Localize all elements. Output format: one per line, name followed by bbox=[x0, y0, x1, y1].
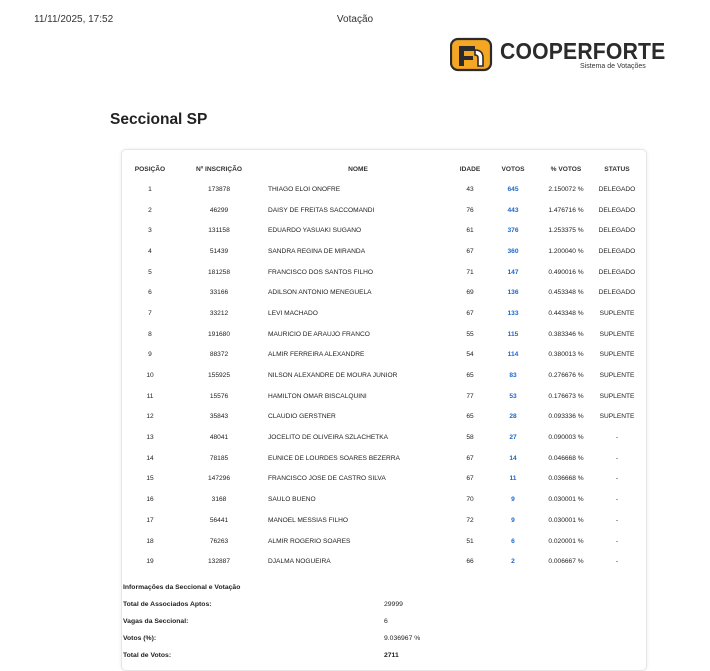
cell-nome: LEVI MACHADO bbox=[268, 309, 318, 317]
cell-votos: 6 bbox=[511, 537, 515, 545]
cell-nome: HAMILTON OMAR BISCALQUINI bbox=[268, 392, 367, 400]
cell-pct-votos: 0.036668 % bbox=[548, 475, 584, 483]
cell-status: - bbox=[615, 516, 619, 524]
cell-posicao: 15 bbox=[146, 475, 154, 483]
cell-votos: 9 bbox=[511, 496, 515, 504]
cell-idade: 67 bbox=[466, 454, 474, 462]
cell-inscricao: 46299 bbox=[209, 206, 229, 214]
cell-posicao: 10 bbox=[146, 372, 154, 380]
cell-pct-votos: 0.176673 % bbox=[548, 392, 584, 400]
info-label: Total de Associados Aptos: bbox=[123, 601, 212, 608]
table-row bbox=[126, 365, 640, 386]
table-row bbox=[126, 386, 640, 407]
header-idade: IDADE bbox=[459, 165, 481, 173]
cell-status: DELEGADO bbox=[598, 227, 636, 235]
info-row-associados bbox=[123, 601, 643, 613]
table-row bbox=[126, 407, 640, 428]
results-table bbox=[126, 159, 640, 572]
cell-votos: 28 bbox=[509, 413, 517, 421]
table-row bbox=[126, 345, 640, 366]
brand-tagline: Sistema de Votações bbox=[580, 63, 646, 70]
cell-idade: 77 bbox=[466, 392, 474, 400]
cell-idade: 67 bbox=[466, 247, 474, 255]
cell-status: - bbox=[615, 434, 619, 442]
cell-votos: 376 bbox=[507, 227, 519, 235]
header-votos: VOTOS bbox=[501, 165, 525, 173]
cell-idade: 58 bbox=[466, 434, 474, 442]
cell-nome: NILSON ALEXANDRE DE MOURA JUNIOR bbox=[268, 372, 398, 380]
results-body bbox=[126, 179, 640, 572]
cell-pct-votos: 0.276676 % bbox=[548, 372, 584, 380]
cell-pct-votos: 0.030001 % bbox=[548, 496, 584, 504]
cell-status: - bbox=[615, 475, 619, 483]
cell-posicao: 18 bbox=[146, 537, 154, 545]
cell-idade: 65 bbox=[466, 413, 474, 421]
cell-inscricao: 181258 bbox=[207, 268, 230, 276]
cell-idade: 76 bbox=[466, 206, 474, 214]
table-row bbox=[126, 489, 640, 510]
cell-posicao: 12 bbox=[146, 413, 154, 421]
cell-status: DELEGADO bbox=[598, 268, 636, 276]
cell-inscricao: 33166 bbox=[209, 289, 229, 297]
cell-inscricao: 155925 bbox=[207, 372, 230, 380]
cell-pct-votos: 0.443348 % bbox=[548, 309, 584, 317]
cooperforte-logo-icon bbox=[450, 36, 496, 72]
cell-inscricao: 147296 bbox=[207, 475, 230, 483]
info-value: 29999 bbox=[384, 601, 403, 608]
table-row bbox=[126, 510, 640, 531]
cell-pct-votos: 0.453348 % bbox=[548, 289, 584, 297]
table-row bbox=[126, 179, 640, 200]
cell-idade: 66 bbox=[466, 558, 474, 566]
header-posicao: POSIÇÃO bbox=[134, 165, 166, 173]
cell-posicao: 2 bbox=[148, 206, 152, 214]
cell-idade: 54 bbox=[466, 351, 474, 359]
info-label: Total de Votos: bbox=[123, 652, 172, 659]
cell-votos: 14 bbox=[509, 454, 517, 462]
cell-status: SUPLENTE bbox=[599, 309, 635, 317]
table-row bbox=[126, 469, 640, 490]
page-title: Seccional SP bbox=[110, 111, 208, 128]
cell-status: SUPLENTE bbox=[599, 330, 635, 338]
table-row bbox=[126, 551, 640, 572]
cell-status: SUPLENTE bbox=[599, 372, 635, 380]
header-status: STATUS bbox=[604, 165, 630, 173]
cell-inscricao: 3168 bbox=[211, 496, 227, 504]
cell-votos: 115 bbox=[507, 330, 519, 338]
cell-pct-votos: 0.046668 % bbox=[548, 454, 584, 462]
cell-idade: 71 bbox=[466, 268, 474, 276]
cell-inscricao: 51439 bbox=[209, 247, 229, 255]
cell-status: - bbox=[615, 558, 619, 566]
cell-pct-votos: 0.490016 % bbox=[548, 268, 584, 276]
info-row-total-votos bbox=[123, 652, 643, 664]
cell-idade: 51 bbox=[466, 537, 474, 545]
cell-posicao: 9 bbox=[148, 351, 152, 359]
cell-nome: FRANCISCO DOS SANTOS FILHO bbox=[268, 268, 374, 276]
cell-inscricao: 131158 bbox=[208, 227, 230, 235]
info-label: Votos (%): bbox=[123, 635, 157, 642]
cell-idade: 70 bbox=[466, 496, 474, 504]
cell-inscricao: 76263 bbox=[209, 537, 229, 545]
cell-inscricao: 173878 bbox=[207, 185, 230, 193]
cell-status: DELEGADO bbox=[598, 185, 636, 193]
cell-pct-votos: 0.006667 % bbox=[548, 558, 584, 566]
cell-nome: ADILSON ANTONIO MENEGUELA bbox=[268, 289, 372, 297]
cell-pct-votos: 0.020001 % bbox=[548, 537, 584, 545]
cell-idade: 43 bbox=[466, 185, 474, 193]
cell-votos: 360 bbox=[507, 247, 519, 255]
cell-status: DELEGADO bbox=[598, 206, 636, 214]
cell-inscricao: 33212 bbox=[209, 309, 229, 317]
cell-idade: 55 bbox=[466, 330, 474, 338]
cell-posicao: 14 bbox=[146, 454, 154, 462]
brand-name: COOPERFORTE bbox=[500, 38, 666, 64]
cell-nome: DJALMA NOGUEIRA bbox=[268, 558, 331, 566]
cell-votos: 27 bbox=[509, 434, 517, 442]
table-row bbox=[126, 220, 640, 241]
print-title: Votação bbox=[336, 14, 374, 25]
cell-votos: 133 bbox=[507, 309, 519, 317]
cell-inscricao: 56441 bbox=[209, 516, 229, 524]
cell-status: DELEGADO bbox=[598, 247, 636, 255]
cell-idade: 69 bbox=[466, 289, 474, 297]
cell-posicao: 4 bbox=[148, 247, 152, 255]
info-row-vagas bbox=[123, 618, 643, 630]
cell-nome: JOCELITO DE OLIVEIRA SZLACHETKA bbox=[268, 434, 389, 442]
cell-status: SUPLENTE bbox=[599, 392, 635, 400]
info-value: 2711 bbox=[384, 652, 399, 659]
cell-status: - bbox=[615, 537, 619, 545]
cell-inscricao: 132887 bbox=[207, 558, 230, 566]
header-nome: NOME bbox=[348, 165, 368, 173]
cell-posicao: 17 bbox=[146, 516, 154, 524]
cell-inscricao: 48041 bbox=[209, 434, 229, 442]
cell-nome: ALMIR ROGERIO SOARES bbox=[268, 537, 351, 545]
cell-nome: FRANCISCO JOSE DE CASTRO SILVA bbox=[268, 475, 386, 483]
cell-pct-votos: 0.383346 % bbox=[548, 330, 584, 338]
cell-nome: THIAGO ELOI ONOFRE bbox=[268, 185, 341, 193]
cell-nome: SAULO BUENO bbox=[268, 496, 316, 504]
cell-inscricao: 88372 bbox=[209, 351, 229, 359]
table-row bbox=[126, 200, 640, 221]
table-row bbox=[126, 448, 640, 469]
cell-votos: 114 bbox=[507, 351, 519, 359]
cell-nome: SANDRA REGINA DE MIRANDA bbox=[268, 247, 366, 255]
cell-votos: 2 bbox=[511, 558, 515, 566]
info-value: 6 bbox=[384, 618, 388, 625]
cell-posicao: 13 bbox=[146, 434, 154, 442]
cell-inscricao: 78185 bbox=[209, 454, 229, 462]
cell-pct-votos: 0.090003 % bbox=[548, 434, 584, 442]
cell-posicao: 8 bbox=[148, 330, 152, 338]
header-pct-votos: % VOTOS bbox=[550, 165, 582, 173]
cell-idade: 65 bbox=[466, 372, 474, 380]
cell-posicao: 5 bbox=[148, 268, 152, 276]
cell-idade: 67 bbox=[466, 475, 474, 483]
cell-nome: EDUARDO YASUAKI SUGANO bbox=[268, 227, 362, 235]
cell-posicao: 6 bbox=[148, 289, 152, 297]
table-row bbox=[126, 241, 640, 262]
cell-posicao: 3 bbox=[148, 227, 152, 235]
cell-nome: CLAUDIO GERSTNER bbox=[268, 413, 336, 421]
cell-posicao: 7 bbox=[148, 309, 152, 317]
cell-nome: DAISY DE FREITAS SACCOMANDI bbox=[268, 206, 375, 214]
info-row-votos-pct bbox=[123, 635, 643, 647]
cell-inscricao: 15576 bbox=[209, 392, 229, 400]
info-value: 9.036967 % bbox=[384, 635, 421, 642]
cell-pct-votos: 0.093336 % bbox=[548, 413, 584, 421]
cell-votos: 83 bbox=[509, 372, 517, 380]
table-header-row bbox=[126, 159, 640, 179]
cell-votos: 147 bbox=[507, 268, 519, 276]
info-label: Vagas da Seccional: bbox=[123, 618, 189, 625]
info-section-title: Informações da Seccional e Votação bbox=[123, 584, 241, 591]
cell-votos: 9 bbox=[511, 516, 515, 524]
cell-status: - bbox=[615, 496, 619, 504]
cell-posicao: 11 bbox=[146, 392, 154, 400]
cell-pct-votos: 2.150072 % bbox=[548, 185, 584, 193]
cell-posicao: 1 bbox=[148, 185, 152, 193]
table-row bbox=[126, 262, 640, 283]
cell-pct-votos: 1.476716 % bbox=[548, 206, 584, 214]
print-datetime: 11/11/2025, 17:52 bbox=[34, 14, 114, 25]
cell-nome: MANOEL MESSIAS FILHO bbox=[268, 516, 348, 524]
cell-status: - bbox=[615, 454, 619, 462]
brand-logo bbox=[450, 36, 666, 76]
table-row bbox=[126, 427, 640, 448]
cell-pct-votos: 0.030001 % bbox=[548, 516, 584, 524]
cell-nome: EUNICE DE LOURDES SOARES BEZERRA bbox=[268, 454, 400, 462]
cell-votos: 443 bbox=[507, 206, 519, 214]
cell-idade: 61 bbox=[466, 227, 474, 235]
cell-posicao: 16 bbox=[146, 496, 154, 504]
cell-posicao: 19 bbox=[146, 558, 154, 566]
cell-idade: 72 bbox=[466, 516, 474, 524]
cell-nome: MAURICIO DE ARAUJO FRANCO bbox=[268, 330, 370, 338]
table-row bbox=[126, 531, 640, 552]
header-inscricao: Nº INSCRIÇÃO bbox=[195, 165, 242, 173]
cell-inscricao: 35843 bbox=[209, 413, 229, 421]
cell-status: DELEGADO bbox=[598, 289, 636, 297]
table-row bbox=[126, 282, 640, 303]
cell-pct-votos: 1.253375 % bbox=[548, 227, 584, 235]
cell-nome: ALMIR FERREIRA ALEXANDRE bbox=[268, 351, 365, 359]
cell-status: SUPLENTE bbox=[599, 413, 635, 421]
cell-inscricao: 191680 bbox=[207, 330, 230, 338]
table-row bbox=[126, 303, 640, 324]
cell-pct-votos: 1.200040 % bbox=[548, 247, 584, 255]
cell-votos: 136 bbox=[507, 289, 519, 297]
cell-pct-votos: 0.380013 % bbox=[548, 351, 584, 359]
table-row bbox=[126, 324, 640, 345]
cell-status: SUPLENTE bbox=[599, 351, 635, 359]
cell-idade: 67 bbox=[466, 309, 474, 317]
cell-votos: 645 bbox=[507, 185, 519, 193]
cell-votos: 11 bbox=[509, 475, 517, 483]
print-header bbox=[0, 14, 710, 28]
cell-votos: 53 bbox=[509, 392, 517, 400]
